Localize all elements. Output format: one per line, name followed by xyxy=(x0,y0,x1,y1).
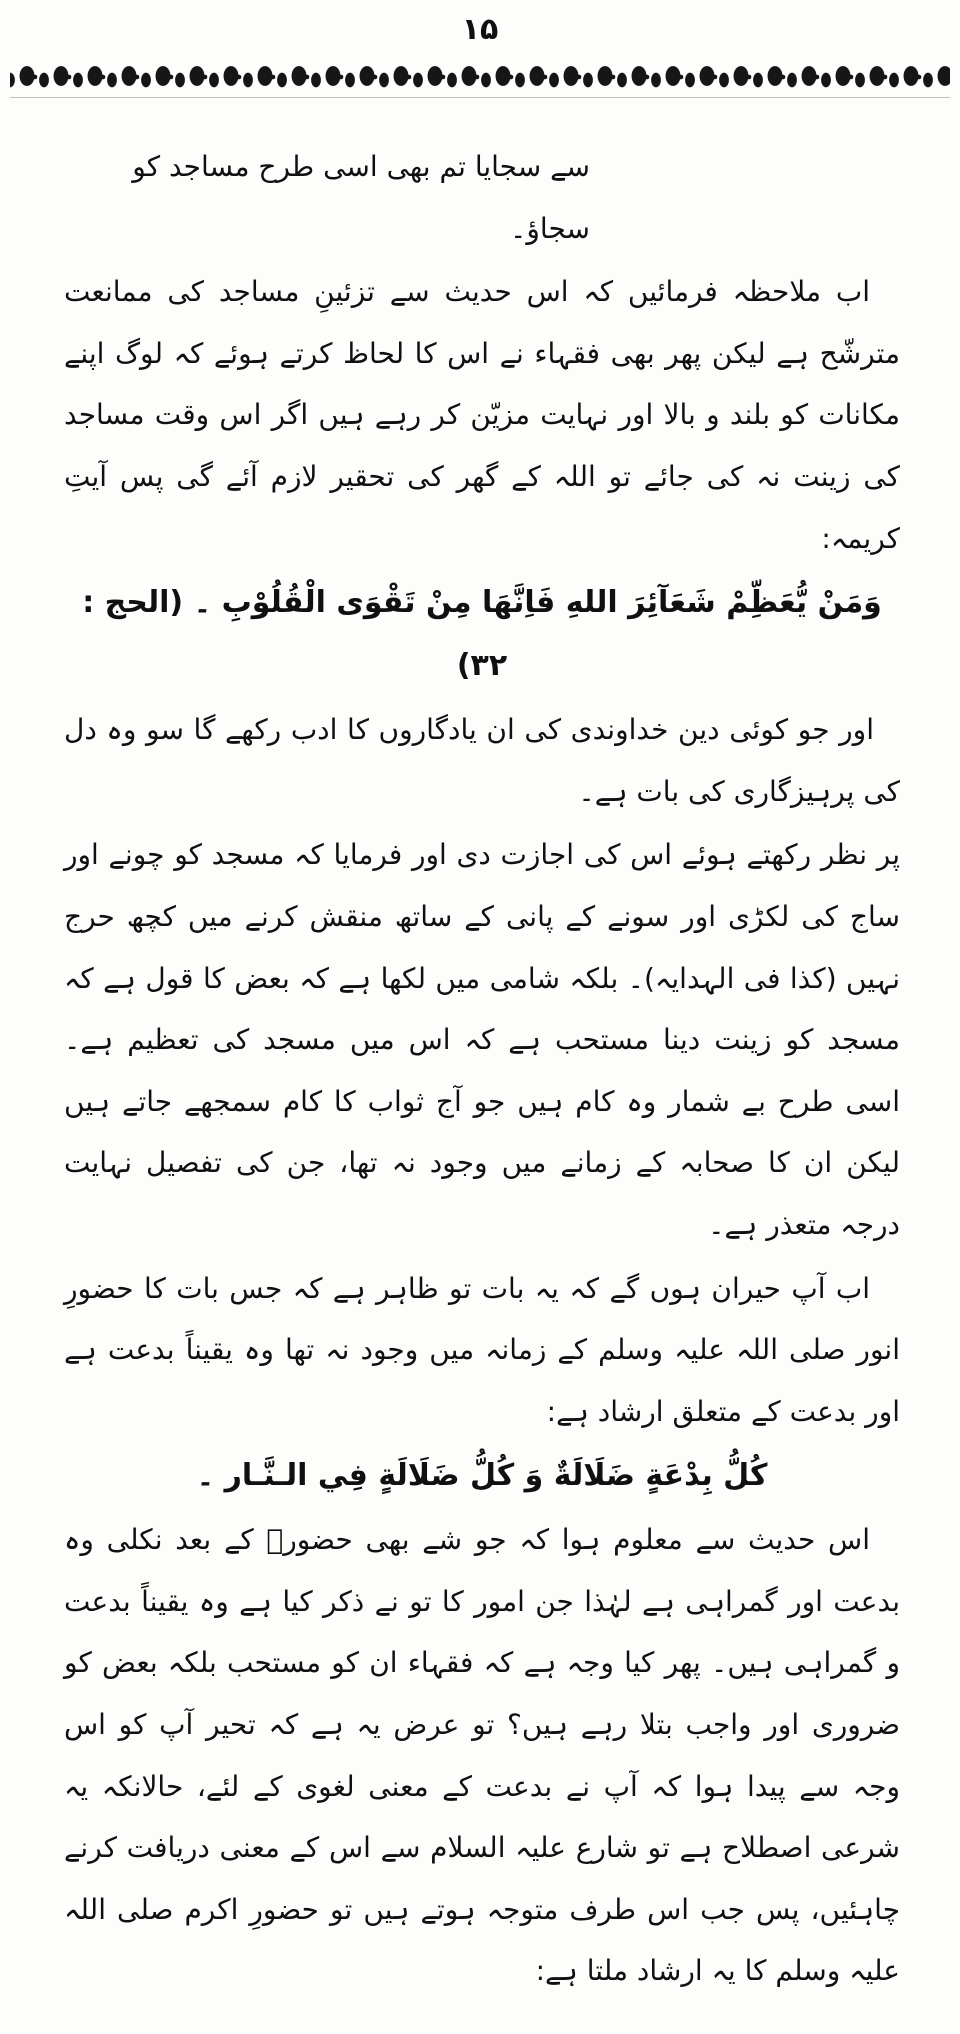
page-number: ۱۵ xyxy=(461,12,499,47)
quran-verse: وَمَنْ يُّعَظِّمْ شَعَآئِرَ اللهِ فَاِنَّهَا مِنْ تَقْوَى الْقُلُوْبِ ۔ (الحج : ۳۲) xyxy=(82,585,882,684)
paragraph-continuation: سے سجایا تم بھی اسی طرح مساجد کو سجاؤ۔ xyxy=(132,150,590,245)
text-body xyxy=(0,98,960,2034)
paragraph-bidat-question: اب آپ حیران ہوں گے کہ یہ بات تو ظاہر ہے کہ جس بات کا حضورِ انور صلی اللہ علیہ وسلم کے زمانہ میں وجود نہ تھا وہ یقیناً بدعت ہے اور بدعت کے متعلق ارشاد ہے: xyxy=(64,1271,900,1428)
hadith-quote: كُلُّ بِدْعَةٍ ضَلَالَةٌ وَ كُلُّ ضَلَالَةٍ فِي الـنَّـار ۔ xyxy=(196,1458,768,1494)
arabesque-ornament-band xyxy=(10,55,950,98)
paragraph-bidat-explanation: اس حدیث سے معلوم ہوا کہ جو شے بھی حضورؐ کے بعد نکلی وہ بدعت اور گمراہی ہے لہٰذا جن امور کا تو نے ذکر کیا ہے وہ یقیناً بدعت و گمراہی ہیں۔ پھر کیا وجہ ہے کہ فقہاء ان کو مستحب بلکہ بعض کو ضروری اور واجب بتلا رہے ہیں؟ تو عرض یہ ہے کہ تحیر آپ کو اس وجہ سے پیدا ہوا کہ آپ نے بدعت کے معنی لغوی کے لئے، حالانکہ یہ شرعی اصطلاح ہے تو شارع علیہ السلام سے اس کے معنی دریافت کرنے چاہئیں، پس جب اس طرف متوجہ ہوتے ہیں تو حضورِ اکرم صلی اللہ علیہ وسلم کا یہ ارشاد ملتا ہے: xyxy=(64,1523,900,1988)
paragraph-hadith-discussion: اب ملاحظہ فرمائیں کہ اس حدیث سے تزئینِ مساجد کی ممانعت مترشّح ہے لیکن پھر بھی فقہاء نے اس کا لحاظ کرتے ہوئے کہ لوگ اپنے مکانات کو بلند و بالا اور نہایت مزیّن کر رہے ہیں اگر اس وقت مساجد کی زینت نہ کی جائے تو اللہ کے گھر کی تحقیر لازم آئے گی پس آیتِ کریمہ: xyxy=(64,275,900,555)
paragraph-fiqh-ruling: پر نظر رکھتے ہوئے اس کی اجازت دی اور فرمایا کہ مسجد کو چونے اور ساج کی لکڑی اور سونے کے پانی کے ساتھ منقش کرنے میں کچھ حرج نہیں (کذا فی الہدایہ)۔ بلکہ شامی میں لکھا ہے کہ بعض کا قول ہے کہ مسجد کو زینت دینا مستحب ہے کہ اس میں مسجد کی تعظیم ہے۔ اسی طرح بے شمار وہ کام ہیں جو آج ثواب کا کام سمجھے جاتے ہیں لیکن ان کا صحابہ کے زمانے میں وجود نہ تھا، جن کی تفصیل نہایت درجہ متعذر ہے۔ xyxy=(64,838,901,1241)
verse-translation: اور جو کوئی دین خداوندی کی ان یادگاروں کا ادب رکھے گا سو وہ دل کی پرہیزگاری کی بات ہے۔ xyxy=(64,713,900,808)
